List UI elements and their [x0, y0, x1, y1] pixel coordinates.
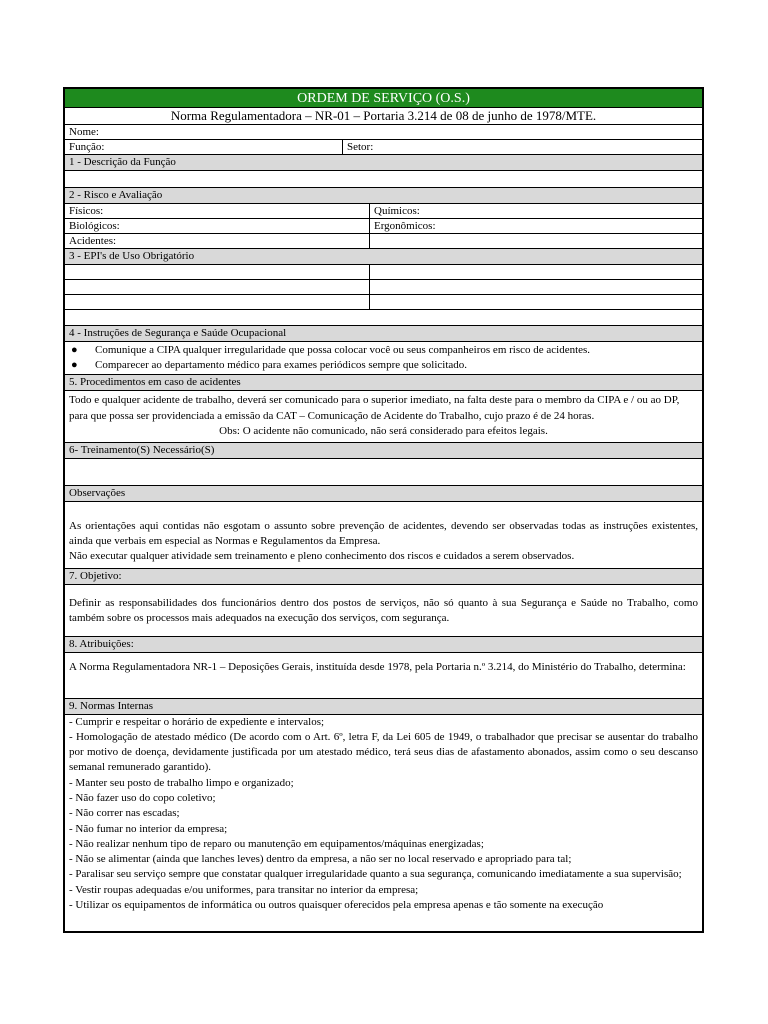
observacoes-p1: As orientações aqui contidas não esgotam o assunto sobre prevenção de acidentes, devendo ser observadas todas as instruções existentes, ainda que verbais em especial as Normas e Regulamentos da Empresa.: [69, 519, 698, 547]
norma-item: - Homologação de atestado médico (De acordo com o Art. 6º, letra F, da Lei 605 de 1949, o trabalhador que precisar se ausentar do trabalho por motivo de doença, devidamente justificada por um atestado médico, terá seus dias de afastamento abonados, assim como o seu descanso semanal remunerado garantido).: [69, 730, 698, 774]
norma-item: - Cumprir e respeitar o horário de expediente e intervalos;: [69, 715, 325, 728]
treinamento-field[interactable]: [65, 459, 702, 486]
normas-list: [65, 715, 702, 914]
risk-empty-cell[interactable]: [370, 234, 702, 248]
objetivo-text: Definir as responsabilidades dos funcionários dentro dos postos de serviços, não só quanto à sua Segurança e Saúde no Trabalho, como também sobre os processos mais adequados na execução dos serviços, com segurança.: [69, 596, 698, 624]
risk-row-3: [65, 234, 702, 249]
atribuicoes-text: A Norma Regulamentadora NR-1 – Deposições Gerais, instituída desde 1978, pela Portaria n.º 3.214, do Ministério do Trabalho, determina:: [69, 660, 686, 673]
epi-cell[interactable]: [65, 265, 370, 279]
funcao-setor-row: [65, 140, 702, 155]
norma-item: - Vestir roupas adequadas e/ou uniformes, para transitar no interior da empresa;: [69, 883, 419, 896]
acidentes-field[interactable]: [65, 234, 370, 248]
descricao-funcao-field[interactable]: [65, 171, 702, 188]
quimicos-field[interactable]: [370, 204, 702, 218]
norma-item: - Não realizar nenhum tipo de reparo ou manutenção em equipamentos/máquinas energizadas;: [69, 837, 484, 850]
funcao-label: Função:: [69, 141, 105, 153]
fisicos-field[interactable]: [65, 204, 370, 218]
ergonomicos-label: Ergonômicos:: [374, 220, 436, 232]
service-order-form: [63, 87, 704, 933]
section-1-header: 1 - Descrição da Função: [65, 155, 702, 171]
nome-label: Nome:: [69, 126, 99, 138]
biologicos-label: Biológicos:: [69, 220, 120, 232]
setor-field[interactable]: [343, 140, 702, 154]
norma-item: - Não correr nas escadas;: [69, 807, 180, 820]
instruction-text: Comparecer ao departamento médico para exames periódicos sempre que solicitado.: [95, 359, 468, 371]
norma-line: Norma Regulamentadora – NR-01 – Portaria 3.214 de 08 de junho de 1978/MTE.: [65, 108, 702, 125]
epi-row-2: [65, 280, 702, 295]
epi-cell[interactable]: [65, 295, 370, 309]
procedures-obs: Obs: O acidente não comunicado, não será considerado para efeitos legais.: [219, 425, 548, 437]
setor-label: Setor:: [347, 141, 374, 153]
quimicos-label: Químicos:: [374, 205, 420, 217]
procedures-text: Todo e qualquer acidente de trabalho, deverá ser comunicado para o superior imediato, na falta deste para o membro da CIPA e / ou ao DP, para que possa ser providenciada a emissão da CAT – Comunicação de Acidente do Trabalho, cujo prazo é de 24 horas.: [69, 394, 680, 422]
atribuicoes-block: [65, 653, 702, 699]
form-title: ORDEM DE SERVIÇO (O.S.): [65, 89, 702, 108]
section-2-header: 2 - Risco e Avaliação: [65, 188, 702, 204]
section-5-header: 5. Procedimentos em caso de acidentes: [65, 375, 702, 391]
risk-row-2: [65, 219, 702, 234]
norma-item: - Não fumar no interior da empresa;: [69, 822, 228, 835]
instruction-item: [69, 358, 698, 373]
procedures-block: [65, 391, 702, 443]
section-7-header: 7. Objetivo:: [65, 569, 702, 585]
observacoes-p2: Não executar qualquer atividade sem treinamento e pleno conhecimento dos riscos e cuidados a serem observados.: [69, 549, 575, 562]
section-6-header: 6- Treinamento(S) Necessário(S): [65, 443, 702, 459]
epi-cell[interactable]: [370, 280, 702, 294]
epi-cell[interactable]: [65, 280, 370, 294]
epi-row-1: [65, 265, 702, 280]
instruction-item: [69, 343, 698, 358]
instruction-text: Comunique a CIPA qualquer irregularidade que possa colocar você ou seus companheiros em risco de acidentes.: [95, 344, 591, 356]
instructions-list: [65, 342, 702, 375]
ergonomicos-field[interactable]: [370, 219, 702, 233]
norma-item: - Não fazer uso do copo coletivo;: [69, 791, 216, 804]
observacoes-header: Observações: [65, 486, 702, 502]
objetivo-block: [65, 585, 702, 637]
risk-row-1: [65, 204, 702, 219]
section-9-header: 9. Normas Internas: [65, 699, 702, 715]
epi-row-3: [65, 295, 702, 310]
section-3-header: 3 - EPI's de Uso Obrigatório: [65, 249, 702, 265]
bullet-icon: ●: [71, 359, 78, 371]
funcao-field[interactable]: [65, 140, 343, 154]
norma-item: - Não se alimentar (ainda que lanches leves) dentro da empresa, a não ser no local reservado e apropriado para tal;: [69, 853, 572, 866]
epi-spacer: [65, 310, 702, 326]
observacoes-block: [65, 502, 702, 569]
epi-cell[interactable]: [370, 295, 702, 309]
epi-cell[interactable]: [370, 265, 702, 279]
section-8-header: 8. Atribuições:: [65, 637, 702, 653]
fisicos-label: Físicos:: [69, 205, 104, 217]
norma-item: - Utilizar os equipamentos de informática ou outros quaisquer oferecidos pela empresa apenas e tão somente na execução: [69, 899, 604, 912]
norma-item: - Paralisar seu serviço sempre que constatar qualquer irregularidade quanto a sua segurança, comunicando imediatamente a sua supervisão;: [69, 868, 682, 881]
bullet-icon: ●: [71, 344, 78, 356]
norma-item: - Manter seu posto de trabalho limpo e organizado;: [69, 776, 294, 789]
section-4-header: 4 - Instruções de Segurança e Saúde Ocupacional: [65, 326, 702, 342]
biologicos-field[interactable]: [65, 219, 370, 233]
nome-field[interactable]: [65, 125, 702, 140]
acidentes-label: Acidentes:: [69, 235, 117, 247]
